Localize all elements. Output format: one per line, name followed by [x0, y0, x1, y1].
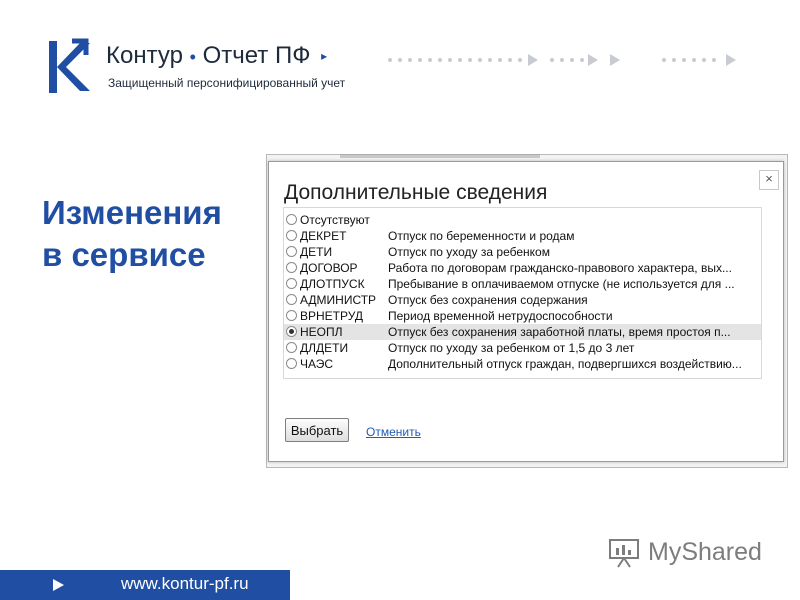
- option-row[interactable]: [284, 292, 761, 308]
- brand-title: [106, 42, 327, 70]
- option-row[interactable]: [284, 212, 761, 228]
- option-description: Отпуск без сохранения содержания: [388, 293, 588, 307]
- option-row[interactable]: [284, 324, 761, 340]
- footer-arrow-icon: [53, 579, 64, 591]
- radio-button[interactable]: [286, 294, 297, 305]
- footer-bar: [0, 570, 290, 600]
- option-code: АДМИНИСТР: [300, 293, 377, 307]
- option-code: ДЕКРЕТ: [300, 229, 347, 243]
- option-description: Работа по договорам гражданско-правового характера, вых...: [388, 261, 732, 275]
- radio-button[interactable]: [286, 230, 297, 241]
- radio-button[interactable]: [286, 278, 297, 289]
- option-code: ДЛОТПУСК: [300, 277, 365, 291]
- option-code: Отсутствуют: [300, 213, 370, 227]
- option-row[interactable]: [284, 260, 761, 276]
- presentation-icon: [608, 538, 642, 568]
- slide-title-line2: в сервисе: [42, 236, 206, 273]
- option-row[interactable]: [284, 276, 761, 292]
- option-code: ЧАЭС: [300, 357, 334, 371]
- brand-name: Контур: [106, 42, 183, 69]
- options-list: [283, 207, 762, 379]
- dialog-title: Дополнительные сведения: [284, 181, 548, 204]
- background-window-header: [340, 154, 540, 158]
- radio-button[interactable]: [286, 326, 297, 337]
- option-row[interactable]: [284, 340, 761, 356]
- option-description: Период временной нетрудоспособности: [388, 309, 613, 323]
- close-icon[interactable]: ×: [759, 170, 779, 190]
- option-code: ДОГОВОР: [300, 261, 358, 275]
- brand-separator: •: [189, 47, 196, 67]
- slide-title: [42, 192, 222, 276]
- radio-button[interactable]: [286, 214, 297, 225]
- option-code: ДЛДЕТИ: [300, 341, 349, 355]
- option-row[interactable]: [284, 228, 761, 244]
- option-code: ВРНЕТРУД: [300, 309, 363, 323]
- radio-button[interactable]: [286, 262, 297, 273]
- option-code: НЕОПЛ: [300, 325, 343, 339]
- kontur-logo-icon: [46, 38, 96, 96]
- option-description: Отпуск по беременности и родам: [388, 229, 575, 243]
- slide-title-line1: Изменения: [42, 194, 222, 231]
- option-row[interactable]: [284, 308, 761, 324]
- option-code: ДЕТИ: [300, 245, 333, 259]
- option-description: Отпуск по уходу за ребенком от 1,5 до 3 лет: [388, 341, 635, 355]
- product-name: Отчет ПФ: [202, 42, 311, 69]
- footer-url: www.kontur-pf.ru: [121, 574, 249, 593]
- decorative-dots: [384, 52, 744, 68]
- radio-button[interactable]: [286, 358, 297, 369]
- radio-button[interactable]: [286, 342, 297, 353]
- radio-button[interactable]: [286, 310, 297, 321]
- option-description: Отпуск без сохранения заработной платы, время простоя п...: [388, 325, 731, 339]
- option-description: Дополнительный отпуск граждан, подвергшихся воздействию...: [388, 357, 742, 371]
- myshared-watermark: [608, 538, 762, 573]
- brand-arrow-icon: ▸: [321, 49, 328, 63]
- radio-button[interactable]: [286, 246, 297, 257]
- cancel-link[interactable]: Отменить: [366, 425, 421, 439]
- watermark-text: MyShared: [648, 538, 762, 566]
- option-row[interactable]: [284, 356, 761, 372]
- brand-tagline: Защищенный персонифицированный учет: [108, 76, 346, 90]
- option-row[interactable]: [284, 244, 761, 260]
- additional-info-dialog: [268, 161, 784, 462]
- select-button[interactable]: Выбрать: [285, 418, 349, 442]
- radio-selected-dot: [289, 329, 294, 334]
- option-description: Отпуск по уходу за ребенком: [388, 245, 550, 259]
- option-description: Пребывание в оплачиваемом отпуске (не используется для ...: [388, 277, 735, 291]
